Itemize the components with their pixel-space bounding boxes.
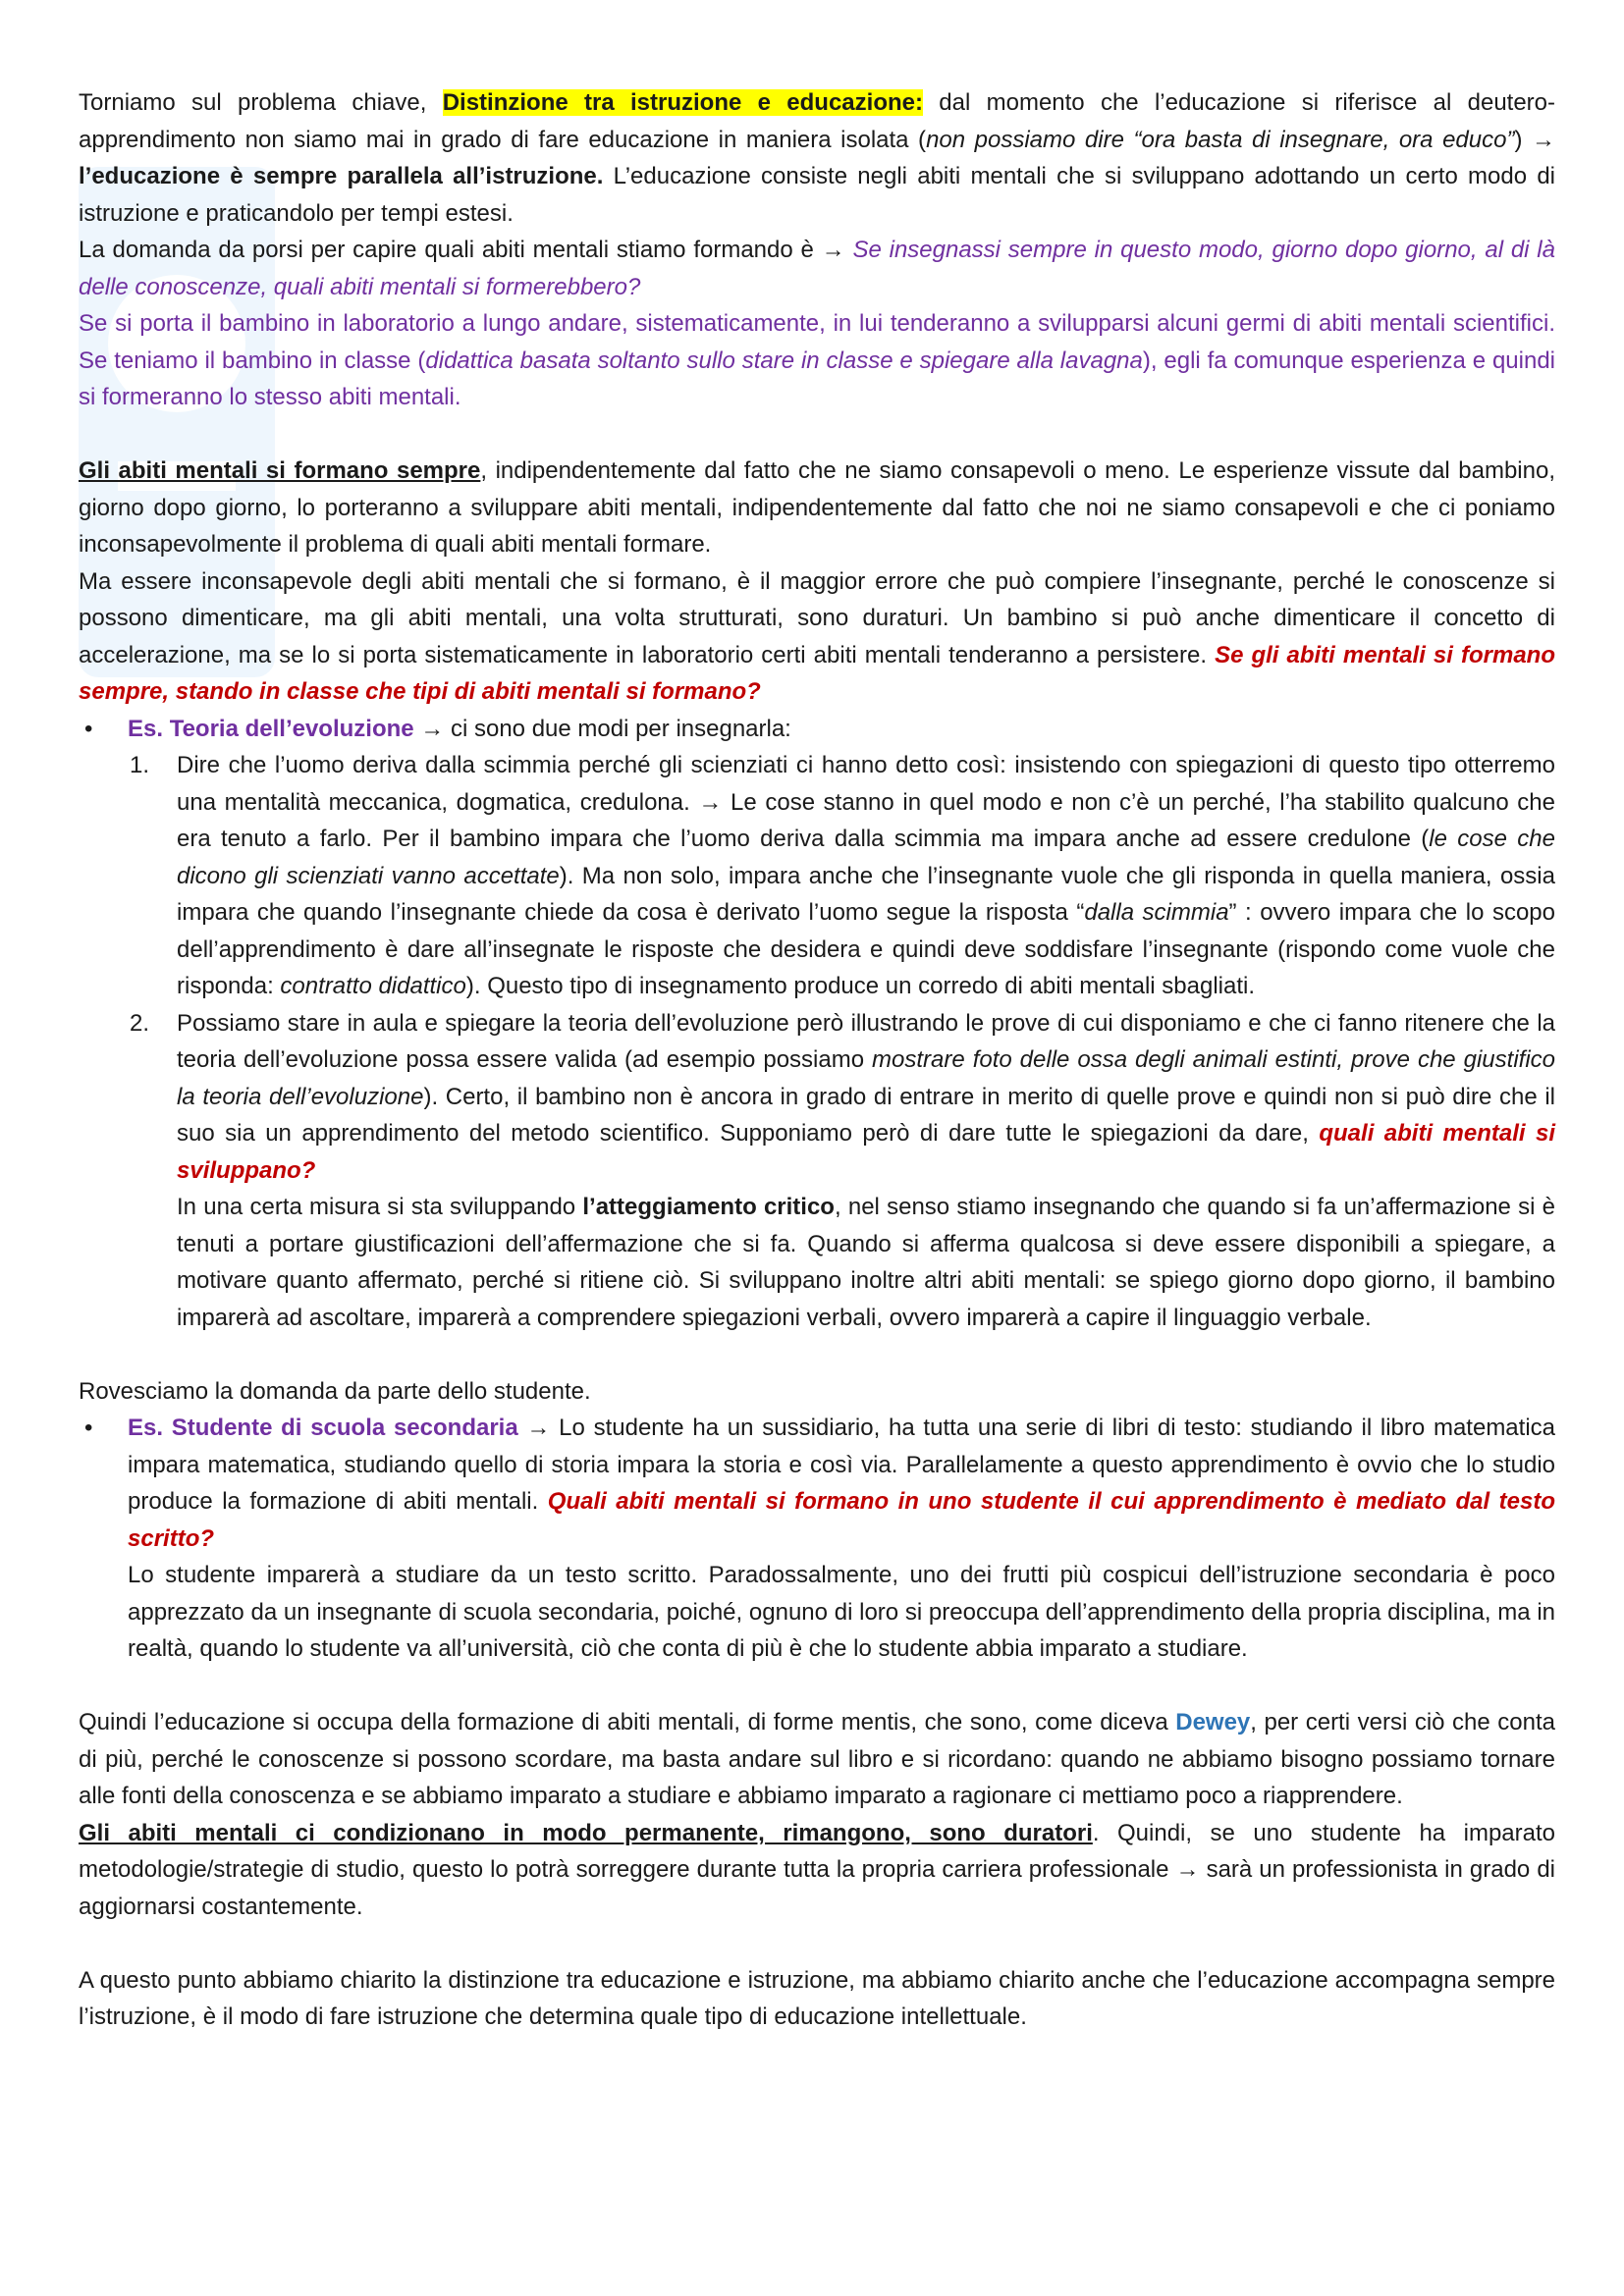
paragraph-always-formed: Gli abiti mentali si formano sempre, indipendentemente dal fatto che ne siamo consapevoli o meno. Le esperienze vissute dal bambino, giorno dopo giorno, lo porteranno a sviluppare abiti mentali, indipendentemente dal fatto che noi ne siamo consapevoli e che ci poniamo inconsapevolmente il problema di quali abiti mentali formare. [79,457,1555,558]
bullet-icon: • [84,715,93,742]
paragraph-student-question: Rovesciamo la domanda da parte dello studente. [79,1377,591,1405]
bullet-secondary-student-continued: Lo studente imparerà a studiare da un testo scritto. Paradossalmente, uno dei frutti più cospicui dell’istruzione secondaria è poco apprezzato da un insegnante di scuola secondaria, poiché, ognuno di loro si preoccupa dell’apprendimento della propria disciplina, ma in realtà, quando lo studente va all’università, ciò che conta di più è che lo studente abbia imparato a studiare. [128,1562,1555,1662]
dewey-name: Dewey [1175,1709,1251,1735]
bullet-icon: • [84,1415,93,1441]
bullet-secondary-student: • Es. Studente di scuola secondaria → Lo studente ha un sussidiario, ha tutta una serie di libri di testo: studiando il libro matematica impara matematica, studiando quello di storia impara la storia e così via. Parallelamente a questo apprendimento è ovvio che lo studio produce la formazione di abiti mentali. Quali abiti mentali si formano in uno studente il cui apprendimento è mediato dal testo scritto? [79,1410,1555,1557]
list-item-1: 1. Dire che l’uomo deriva dalla scimmia perché gli scienziati ci hanno detto così: insistendo con spiegazioni di questo tipo otterremo una mentalità meccanica, dogmatica, credulona. → Le cose stanno in quel modo e non c’è un perché, l’ha stabilito qualcuno che era tenuto a farlo. Per il bambino impara che l’uomo deriva dalla scimmia ma impara anche ad essere credulone (le cose che dicono gli scienziati vanno accettate). Ma non solo, impara anche che l’insegnante vuole che gli risponda in quella maniera, ossia impara che quando l’insegnante chiede da cosa è derivato l’uomo segue la risposta “dalla scimmia” : ovvero impara che lo scopo dell’apprendimento è dare all’insegnate le risposte che desidera e quindi deve soddisfare l’insegnante (rispondo come vuole che risponda: contratto didattico). Questo tipo di insegnamento produce un corredo di abiti mentali sbagliati. [130,752,1556,999]
paragraph-dewey: Quindi l’educazione si occupa della formazione di abiti mentali, di forme mentis, che sono, come diceva Dewey, per certi versi ciò che conta di più, perché le conoscenze si possono scordare, ma basta andare sul libro e si ricordano: quando ne abbiamo bisogno possiamo tornare alle fonti della conoscenza e se abbiamo imparato a studiare e abbiamo imparato a ragionare ci mettiamo poco a riapprendere. [79,1709,1555,1809]
highlighted-heading: Distinzione tra istruzione e educazione: [442,89,923,116]
list-item-2: 2. Possiamo stare in aula e spiegare la teoria dell’evoluzione però illustrando le prove di cui disponiamo e che ci fanno ritenere che la teoria dell’evoluzione possa essere valida (ad esempio possiamo mostrare foto delle ossa degli animali estinti, prove che giustifico la teoria dell’evoluzione). Certo, il bambino non è ancora in grado di entrare in merito di quelle prove e quindi non si può dire che il suo sia un apprendimento del metodo scientifico. Supponiamo però di dare tutte le spiegazioni da dare, quali abiti mentali si sviluppano? [130,1009,1555,1184]
paragraph-permanent: Gli abiti mentali ci condizionano in modo permanente, rimangono, sono duratori. Quindi, se uno studente ha imparato metodologie/strategie di studio, questo lo potrà sorreggere durante tutta la propria carriera professionale → sarà un professionista in grado di aggiornarsi costantemente. [79,1819,1555,1920]
list-item-2-continued: In una certa misura si sta sviluppando l’atteggiamento critico, nel senso stiamo insegnando che quando si fa un’affermazione si è tenuti a portare giustificazioni dell’affermazione che si fa. Quando si afferma qualcosa si deve essere disponibili a spiegare, a motivare quanto affermato, perché si ritiene ciò. Si sviluppano inoltre altri abiti mentali: se spiego giorno dopo giorno, il bambino imparerà ad ascoltare, imparerà a comprendere spiegazioni verbali, ovvero imparerà a capire il linguaggio verbale. [177,1194,1556,1331]
document-body [79,84,1555,2036]
paragraph-intro: Torniamo sul problema chiave, Distinzione tra istruzione e educazione: dal momento che l’educazione si riferisce al deutero-apprendimento non siamo mai in grado di fare educazione in maniera isolata (non possiamo dire “ora basta di insegnare, ora educo”) → l’educazione è sempre parallela all’istruzione. L’educazione consiste negli abiti mentali che si sviluppano adottando un certo modo di istruzione e praticandolo per tempi estesi. [79,89,1556,227]
paragraph-question: La domanda da porsi per capire quali abiti mentali stiamo formando è → Se insegnassi sempre in questo modo, giorno dopo giorno, al di là delle conoscenze, quali abiti mentali si formerebbero? [79,237,1555,300]
paragraph-conclusion: A questo punto abbiamo chiarito la distinzione tra educazione e istruzione, ma abbiamo chiarito anche che l’educazione accompagna sempre l’istruzione, è il modo di fare istruzione che determina quale tipo di educazione intellettuale. [79,1966,1555,2030]
paragraph-unaware: Ma essere inconsapevole degli abiti mentali che si formano, è il maggior errore che può compiere l’insegnante, perché le conoscenze si possono dimenticare, ma gli abiti mentali, una volta strutturati, sono duraturi. Un bambino si può anche dimenticare il concetto di accelerazione, ma se lo si porta sistematicamente in laboratorio certi abiti mentali tenderanno a persistere. Se gli abiti mentali si formano sempre, stando in classe che tipi di abiti mentali si formano? [79,567,1555,705]
bullet-evolution: • Es. Teoria dell’evoluzione → ci sono due modi per insegnarla: [79,711,1555,748]
paragraph-laboratory: Se si porta il bambino in laboratorio a lungo andare, sistematicamente, in lui tenderanno a svilupparsi alcuni germi di abiti mentali scientifici. Se teniamo il bambino in classe (didattica basata soltanto sullo stare in classe e spiegare alla lavagna), egli fa comunque esperienza e quindi si formeranno lo stesso abiti mentali. [79,310,1556,410]
